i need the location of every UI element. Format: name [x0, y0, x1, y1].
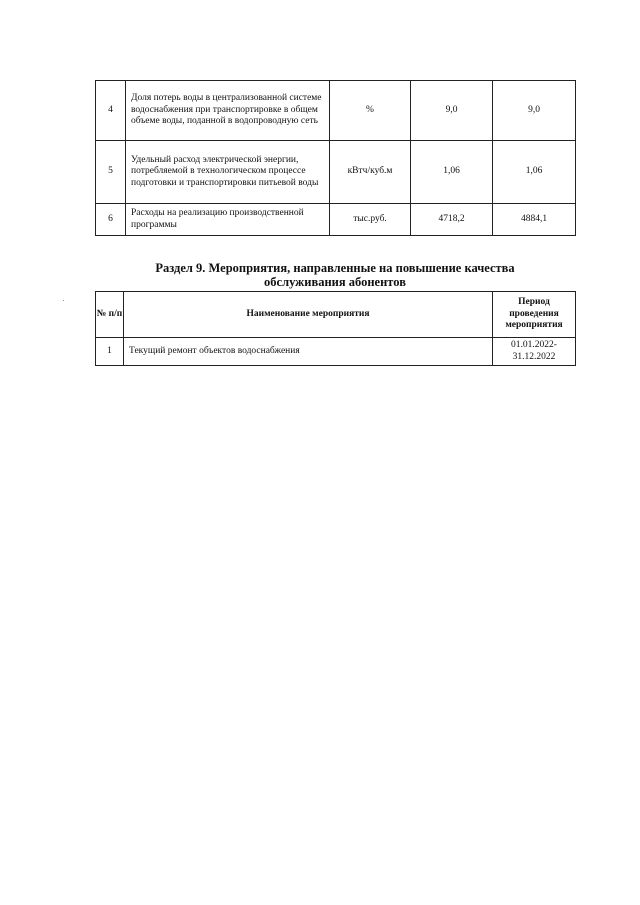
value-cell: 9,0 [411, 81, 493, 141]
indicator-name: Удельный расход электрической энергии, потребляемой в технологическом процессе подготовки и транспортировки питьевой воды [126, 141, 330, 204]
table-row [96, 204, 576, 236]
table-row [96, 141, 576, 204]
indicators-table [95, 80, 576, 236]
value-cell: 4718,2 [411, 204, 493, 236]
scan-mark [63, 300, 64, 301]
row-number: 4 [96, 81, 126, 141]
row-number: 1 [96, 338, 124, 366]
unit-cell: кВтч/куб.м [330, 141, 411, 204]
value-cell: 1,06 [411, 141, 493, 204]
row-number: 6 [96, 204, 126, 236]
unit-cell: % [330, 81, 411, 141]
row-number: 5 [96, 141, 126, 204]
indicator-name: Доля потерь воды в централизованной системе водоснабжения при транспортировке в общем объеме воды, поданной в водопроводную сеть [126, 81, 330, 141]
unit-cell: тыс.руб. [330, 204, 411, 236]
indicator-name: Расходы на реализацию производственной программы [126, 204, 330, 236]
measure-period: 01.01.2022-31.12.2022 [493, 338, 576, 366]
measures-table [95, 291, 576, 366]
measure-name: Текущий ремонт объектов водоснабжения [124, 338, 493, 366]
section-title-line-2: обслуживания абонентов [264, 275, 406, 289]
table-header-row [96, 292, 576, 338]
header-measure-name: Наименование мероприятия [124, 292, 493, 338]
value-cell: 9,0 [493, 81, 576, 141]
header-number: № п/п [96, 292, 124, 338]
section-heading [95, 261, 575, 289]
value-cell: 4884,1 [493, 204, 576, 236]
section-title-line-1: Раздел 9. Мероприятия, направленные на повышение качества [155, 261, 515, 275]
header-period: Период проведения мероприятия [493, 292, 576, 338]
value-cell: 1,06 [493, 141, 576, 204]
table-row [96, 81, 576, 141]
table-row [96, 338, 576, 366]
